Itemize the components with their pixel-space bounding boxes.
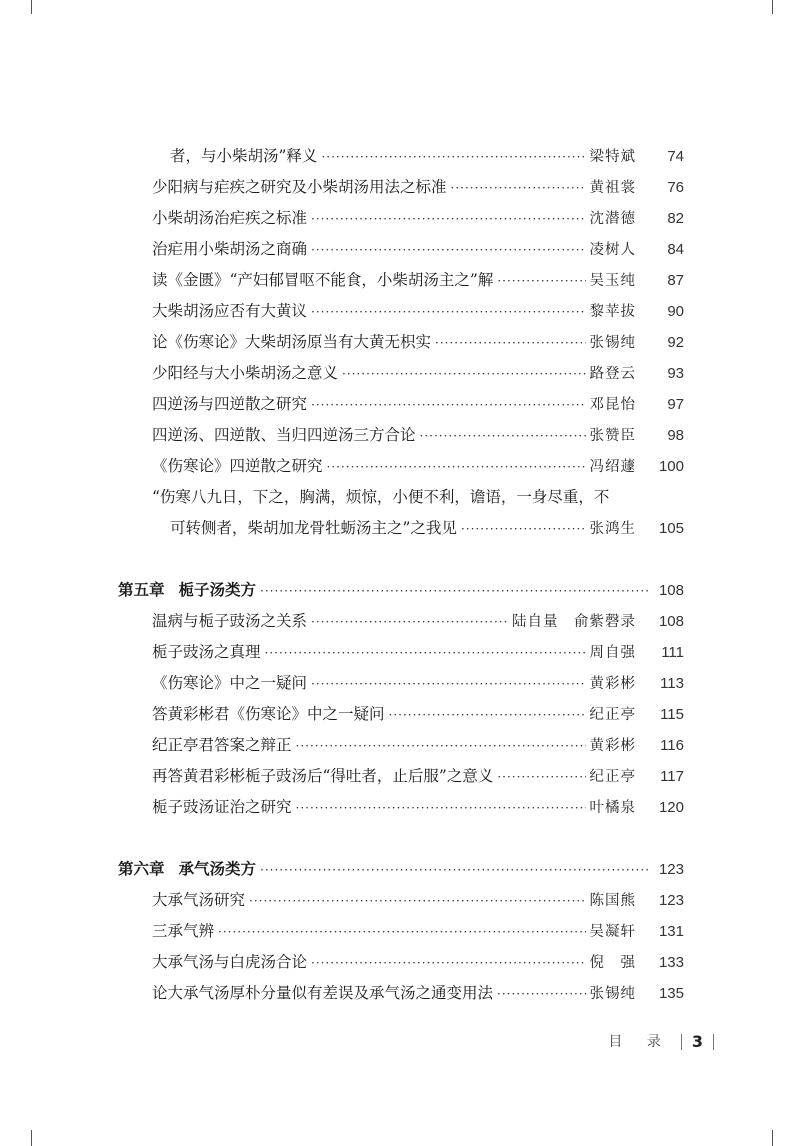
entry-page: 92: [667, 334, 684, 351]
entry-title: 论《伤寒论》大柴胡汤原当有大黄无枳实: [152, 333, 432, 351]
entry-author: 黎苹拔: [589, 304, 636, 320]
entry-page: 74: [667, 148, 684, 165]
entry-page: 133: [658, 954, 684, 971]
entry-title: 小柴胡汤治疟疾之标准: [152, 209, 308, 227]
toc-entry[interactable]: [152, 328, 684, 356]
dot-leader: [311, 391, 585, 419]
dot-leader: [327, 453, 586, 481]
page-footer: [608, 1030, 724, 1054]
toc-entry[interactable]: [170, 514, 684, 542]
entry-page: 116: [660, 737, 684, 754]
entry-author: 黄彩彬: [589, 676, 636, 692]
entry-title: 纪正亭君答案之辩正: [152, 736, 292, 754]
entry-author: 黄祖裳: [589, 180, 636, 196]
entry-page: 87: [667, 272, 684, 289]
entry-title: 再答黄君彩彬栀子豉汤后“得吐者，止后服”之意义: [152, 767, 494, 785]
entry-page: 93: [667, 365, 684, 382]
entry-author: 叶橘泉: [589, 800, 636, 816]
toc-entry[interactable]: [152, 390, 684, 418]
entry-author: 纪正亭: [589, 769, 636, 785]
dot-leader: [342, 360, 585, 388]
dot-leader: [451, 174, 586, 202]
entry-page: 113: [660, 675, 684, 692]
toc-entry[interactable]: [170, 142, 684, 170]
entry-page: 135: [658, 985, 684, 1002]
entry-author: 张锡纯: [589, 986, 636, 1002]
entry-author: 黄彩彬: [589, 738, 636, 754]
entry-page: 90: [667, 303, 684, 320]
entry-page: 131: [658, 923, 684, 940]
footer-divider: [681, 1034, 682, 1050]
crop-mark-top-left: [31, 0, 32, 14]
toc-entry[interactable]: [152, 669, 684, 697]
dot-leader: [321, 143, 585, 171]
dot-leader: [497, 980, 585, 1008]
chapter-heading[interactable]: [118, 576, 684, 604]
dot-leader: [497, 763, 585, 791]
entry-page: 82: [667, 210, 684, 227]
dot-leader: [311, 670, 585, 698]
toc-entry[interactable]: [152, 421, 684, 449]
entry-title-line1[interactable]: “伤寒八九日，下之，胸满，烦惊，小便不利，谵语，一身尽重，不: [152, 488, 610, 506]
chapter-page: 108: [658, 582, 684, 599]
entry-author: 路登云: [589, 366, 636, 382]
dot-leader: [420, 422, 586, 450]
toc-entry[interactable]: [152, 948, 684, 976]
dot-leader: [296, 794, 586, 822]
entry-author: 梁特斌: [589, 149, 636, 165]
entry-title: 治疟用小柴胡汤之商确: [152, 240, 308, 258]
toc-entry[interactable]: [152, 638, 684, 666]
toc-entry[interactable]: [152, 886, 684, 914]
entry-page: 120: [658, 799, 684, 816]
entry-author: 纪正亭: [589, 707, 636, 723]
dot-leader: [218, 918, 585, 946]
entry-title: 者，与小柴胡汤”释义: [170, 147, 318, 165]
toc-entry[interactable]: [152, 266, 684, 294]
entry-title: 答黄彩彬君《伤寒论》中之一疑问: [152, 705, 385, 723]
toc-entry[interactable]: [152, 173, 684, 201]
entry-author: 吴凝轩: [589, 924, 636, 940]
entry-page: 84: [667, 241, 684, 258]
entry-title: 读《金匮》“产妇郁冒呕不能食，小柴胡汤主之”解: [152, 271, 494, 289]
dot-leader: [435, 329, 585, 357]
footer-section-label: 目 录: [608, 1034, 671, 1050]
dot-leader: [497, 267, 585, 295]
entry-title: 三承气辨: [152, 922, 215, 940]
entry-author: 冯绍蘧: [589, 459, 636, 475]
entry-title: 《伤寒论》四逆散之研究: [152, 457, 323, 475]
toc-entry[interactable]: [152, 297, 684, 325]
entry-author: 张鸿生: [589, 521, 636, 537]
entry-title: 温病与栀子豉汤之关系: [152, 612, 308, 630]
toc-entry[interactable]: [152, 700, 684, 728]
entry-page: 108: [658, 613, 684, 630]
entry-title: 四逆汤与四逆散之研究: [152, 395, 308, 413]
dot-leader: [311, 298, 585, 326]
crop-mark-top-right: [772, 0, 773, 14]
entry-title: 论大承气汤厚朴分量似有差误及承气汤之通变用法: [152, 984, 494, 1002]
dot-leader: [311, 608, 508, 636]
toc-entry[interactable]: [152, 979, 684, 1007]
dot-leader: [265, 639, 586, 667]
footer-divider: [713, 1034, 714, 1050]
toc-entry[interactable]: [152, 607, 684, 635]
chapter-heading[interactable]: [118, 855, 684, 883]
chapter-title: 承气汤类方: [178, 860, 257, 878]
chapter-number: 第六章: [118, 860, 165, 878]
entry-page: 98: [667, 427, 684, 444]
toc-entry[interactable]: [152, 731, 684, 759]
entry-author: 吴玉纯: [589, 273, 636, 289]
entry-author: 倪 强: [589, 955, 636, 971]
entry-author: 张赞臣: [589, 428, 636, 444]
entry-title: 少阳病与疟疾之研究及小柴胡汤用法之标准: [152, 178, 447, 196]
chapter-title: 栀子汤类方: [178, 581, 257, 599]
dot-leader: [260, 577, 650, 605]
entry-page: 111: [661, 644, 684, 661]
dot-leader: [311, 205, 585, 233]
toc-entry[interactable]: [152, 762, 684, 790]
toc-entry[interactable]: [152, 204, 684, 232]
entry-title-line2: 可转侧者，柴胡加龙骨牡蛎汤主之”之我见: [170, 519, 457, 537]
dot-leader: [249, 887, 585, 915]
dot-leader: [311, 949, 585, 977]
chapter-number: 第五章: [118, 581, 165, 599]
entry-title: 大承气汤研究: [152, 891, 246, 909]
entry-author: 陈国熊: [589, 893, 636, 909]
entry-author: 凌树人: [589, 242, 636, 258]
entry-title: 大承气汤与白虎汤合论: [152, 953, 308, 971]
dot-leader: [389, 701, 586, 729]
entry-page: 76: [667, 179, 684, 196]
toc-entry[interactable]: [152, 793, 684, 821]
entry-page: 117: [660, 768, 684, 785]
dot-leader: [461, 515, 586, 543]
toc-entry[interactable]: [152, 452, 684, 480]
chapter-page: 123: [658, 861, 684, 878]
entry-page: 105: [658, 520, 684, 537]
toc-entry[interactable]: [152, 235, 684, 263]
entry-page: 115: [660, 706, 684, 723]
entry-author: 周自强: [589, 645, 636, 661]
page-number: 3: [691, 1032, 703, 1051]
toc-entry[interactable]: [152, 917, 684, 945]
crop-mark-bottom-left: [31, 1130, 32, 1146]
entry-author: 陆自量 俞紫磬录: [512, 614, 636, 630]
entry-author: 张锡纯: [589, 335, 636, 351]
dot-leader: [311, 236, 585, 264]
toc-entry[interactable]: [152, 359, 684, 387]
entry-title: 大柴胡汤应否有大黄议: [152, 302, 308, 320]
entry-title: 栀子豉汤证治之研究: [152, 798, 292, 816]
entry-title: 少阳经与大小柴胡汤之意义: [152, 364, 339, 382]
entry-page: 97: [667, 396, 684, 413]
entry-title: 四逆汤、四逆散、当归四逆汤三方合论: [152, 426, 416, 444]
dot-leader: [296, 732, 586, 760]
crop-mark-bottom-right: [772, 1130, 773, 1146]
entry-author: 邓昆怡: [589, 397, 636, 413]
entry-title: 栀子豉汤之真理: [152, 643, 261, 661]
entry-page: 123: [658, 892, 684, 909]
entry-author: 沈潜德: [589, 211, 636, 227]
entry-page: 100: [658, 458, 684, 475]
entry-title: 《伤寒论》中之一疑问: [152, 674, 308, 692]
dot-leader: [260, 856, 650, 884]
